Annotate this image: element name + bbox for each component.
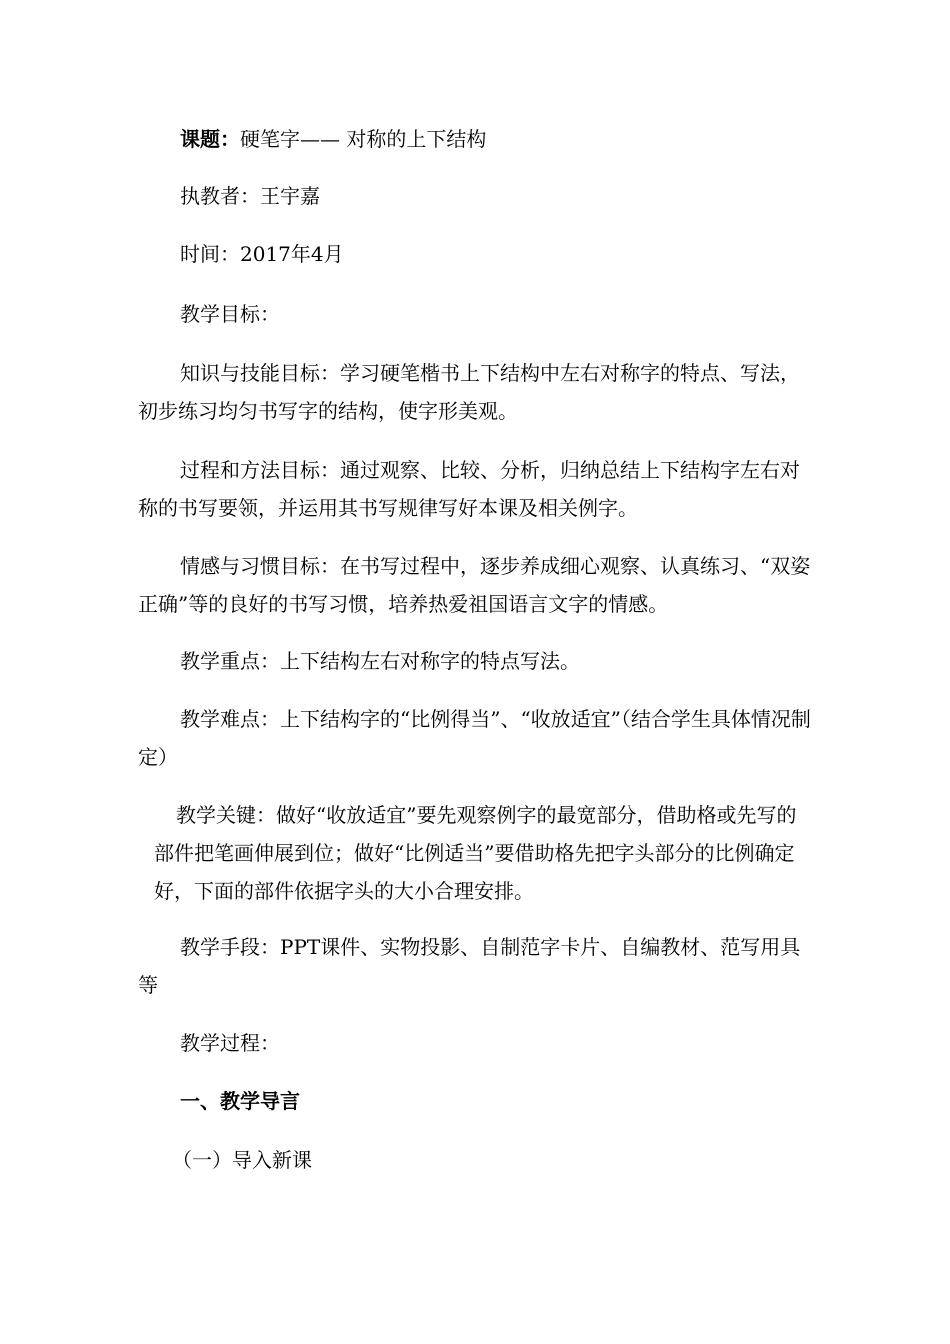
goal-emotion-paragraph: 情感与习惯目标：在书写过程中，逐步养成细心观察、认真练习、“双姿正确”等的良好的书写习惯，培养热爱祖国语言文字的情感。 [138, 554, 811, 616]
goals-heading: 教学目标： [180, 302, 280, 326]
process-heading: 教学过程： [180, 1031, 280, 1055]
time-line [138, 235, 818, 273]
teacher-name: 王宇嘉 [260, 184, 320, 208]
key-link-text: 教学关键：做好“收放适宜”要先观察例字的最宽部分，借助格或先写的部件把笔画伸展到位；做好“比例适当”要借助格先把字头部分的比例确定好，下面的部件依据字头的大小合理安排。 [154, 803, 797, 903]
teacher-line [138, 177, 818, 215]
means-paragraph: 教学手段：PPT课件、实物投影、自制范字卡片、自编教材、范写用具等 [138, 935, 801, 997]
goal-process-paragraph: 过程和方法目标：通过观察、比较、分析，归纳总结上下结构字左右对称的书写要领，并运用其书写规律写好本课及相关例字。 [138, 458, 800, 520]
lesson-title-label: 课题： [180, 127, 240, 151]
goal-knowledge-paragraph: 知识与技能目标：学习硬笔楷书上下结构中左右对称字的特点、写法，初步练习均匀书写字的结构，使字形美观。 [138, 361, 800, 423]
subsection-one-heading: （一）导入新课 [172, 1148, 312, 1172]
lesson-title-value: 硬笔字—— 对称的上下结构 [240, 127, 487, 151]
teacher-label: 执教者： [180, 184, 260, 208]
section-one-heading: 一、教学导言 [180, 1089, 300, 1113]
key-link-paragraph [154, 796, 814, 910]
time-label: 时间： [180, 242, 240, 266]
time-value: 2017年4月 [240, 242, 344, 266]
lesson-title [138, 120, 818, 158]
key-point-paragraph: 教学重点：上下结构左右对称字的特点写法。 [180, 649, 580, 673]
difficulty-paragraph: 教学难点：上下结构字的“比例得当”、“收放适宜”（结合学生具体情况制定） [138, 707, 811, 769]
